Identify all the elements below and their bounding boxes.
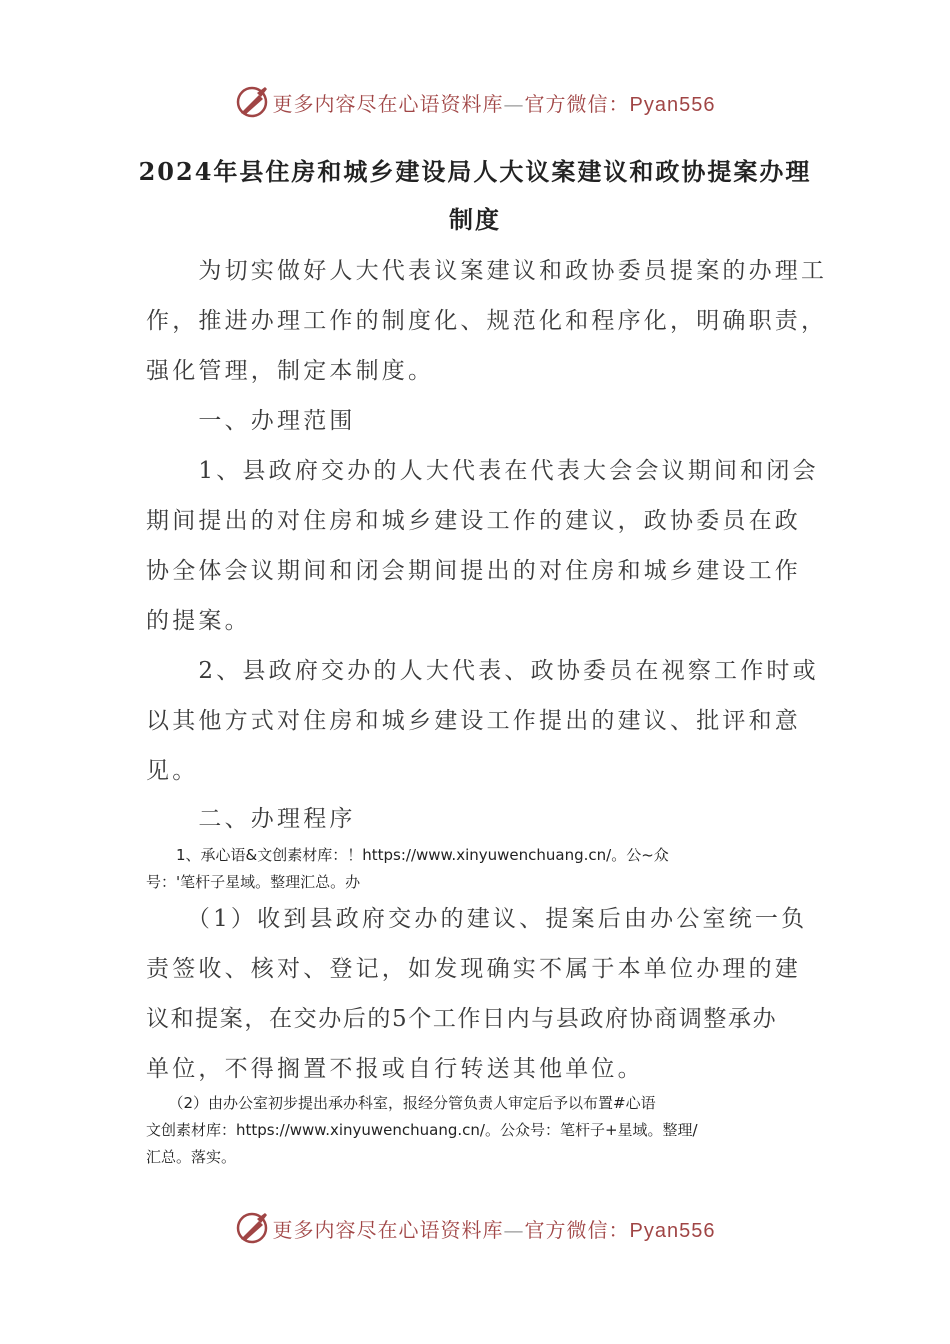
text-line: 一、办理范围: [146, 408, 356, 434]
intro-paragraph: [146, 246, 828, 396]
banner-wechat: 官方微信：Pyan556: [524, 93, 716, 116]
banner-slogan: 更多内容尽在心语资料库: [272, 1217, 504, 1242]
text-line: 期间提出的对住房和城乡建设工作的建议，政协委员在政: [146, 508, 801, 534]
text-line: （2）由办公室初步提出承办科室，报经分管负责人审定后予以布置#心语: [146, 1094, 656, 1112]
text-line: 议和提案，在交办后的5个工作日内与县政府协商调整承办: [146, 1006, 778, 1032]
text-line: （1）收到县政府交办的建议、提案后由办公室统一负: [146, 906, 808, 932]
text-line: 单位，不得搁置不报或自行转送其他单位。: [146, 1056, 644, 1082]
text-line: 1、县政府交办的人大代表在代表大会会议期间和闭会: [146, 458, 819, 484]
procedure-substep-1: [146, 894, 806, 1094]
banner-wechat: 官方微信：Pyan556: [524, 1219, 716, 1242]
footer-banner: [0, 1208, 950, 1248]
text-line: 见。: [146, 758, 199, 784]
text-line: 的提案。: [146, 608, 251, 634]
text-line: 汇总。落实。: [146, 1148, 237, 1166]
text-line: 2、县政府交办的人大代表、政协委员在视察工作时或: [146, 658, 819, 684]
procedure-substep-2: [146, 1090, 806, 1171]
text-line: 文创素材库：https://www.xinyuwenchuang.cn/。公众号：笔杆子+星域。整理/: [146, 1121, 698, 1139]
text-line: 二、办理程序: [146, 806, 356, 832]
document-title-line1: 2024年县住房和城乡建设局人大议案建议和政协提案办理: [138, 157, 812, 186]
banner-slogan: 更多内容尽在心语资料库: [272, 91, 504, 116]
section-heading-procedure: [146, 794, 806, 844]
scope-item-2: [146, 646, 819, 796]
text-line: 号：'笔杆子星域。整理汇总。办: [146, 873, 361, 891]
header-banner: [0, 82, 950, 122]
text-line: 1、承心语&文创素材库：！https://www.xinyuwenchuang.cn/。公~众: [146, 846, 669, 864]
document-title-line2: 制度: [449, 205, 501, 234]
text-line: 强化管理，制定本制度。: [146, 358, 435, 384]
pen-logo-icon: [235, 85, 269, 119]
pen-logo-icon: [235, 1211, 269, 1245]
text-line: 以其他方式对住房和城乡建设工作提出的建议、批评和意: [146, 708, 801, 734]
banner-dash: —: [503, 1217, 525, 1242]
text-line: 责签收、核对、登记，如发现确实不属于本单位办理的建: [146, 956, 801, 982]
banner-text: [273, 88, 716, 117]
text-line: 作，推进办理工作的制度化、规范化和程序化，明确职责，: [146, 308, 828, 334]
section-heading-scope: [146, 396, 806, 446]
banner-text: [273, 1214, 716, 1243]
text-line: 为切实做好人大代表议案建议和政协委员提案的办理工: [146, 258, 828, 284]
banner-dash: —: [503, 91, 525, 116]
text-line: 协全体会议期间和闭会期间提出的对住房和城乡建设工作: [146, 558, 801, 584]
procedure-step-1: [146, 842, 806, 896]
scope-item-1: [146, 446, 819, 646]
